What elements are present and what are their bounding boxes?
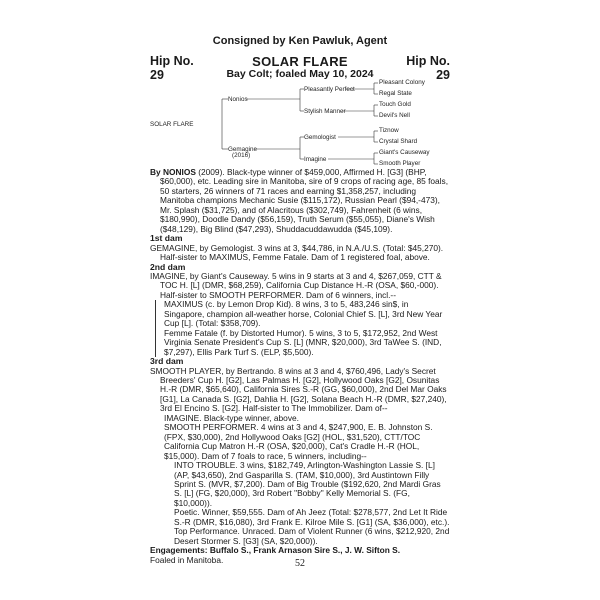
second-dam-produce — [155, 300, 450, 357]
first-dam-text: GEMAGINE, by Gemologist. 3 wins at 3, $44,786, in N.A./U.S. (Total: $45,270). Half-sister to MAXIMUS, Femme Fatale. Dam of 1 registered foal, above. — [150, 242, 444, 263]
third-dam-top-performance: Top Performance. Unraced. Dam of Violent Runner (6 wins, $212,920, 2nd Desert Stormer S. [G3] (SA, $20,000)). — [174, 526, 450, 546]
third-dam-heading: 3rd dam — [150, 356, 184, 367]
hip-label: Hip No. — [406, 54, 450, 68]
produce-maximus: MAXIMUS (c. by Lemon Drop Kid). 8 wins, 3 to 5, 483,246 sin$, in Singapore, champion all-weather horse, Colonial Chief S. [L], 3rd New Year Cup [L]. (Total: $358,709). — [164, 299, 443, 329]
foaled-line: Foaled in Manitoba. — [150, 554, 224, 565]
pedigree-ggp-7: Giant's Causeway — [379, 149, 430, 156]
second-dam-imagine: IMAGINE, by Giant's Causeway. 5 wins in 9 starts at 3 and 4, $267,059, CTT & TOC H. [L] (DMR, $68,259), California Cup Distance H.-R (OSA, $60,-000). Half-sister to SMOOTH PERFORMER. Dam of 6 winners, incl.-- — [150, 270, 442, 300]
page-number: 52 — [295, 558, 305, 569]
second-dam-heading: 2nd dam — [150, 261, 186, 272]
pedigree-ggp-6: Crystal Shard — [379, 138, 418, 145]
pedigree-chart — [0, 0, 600, 170]
horse-description: Bay Colt; foaled May 10, 2024 — [226, 68, 374, 80]
third-dam-poetic: Poetic. Winner, $59,555. Dam of Ah Jeez (Total: $278,577, 2nd Let It Ride S.-R (DMR, $16,080), 3rd Frank E. Kilroe Mile S. [G1] (SA, $36,000), etc.). — [174, 507, 450, 527]
pedigree-ggp-4: Devil's Nell — [379, 112, 410, 119]
third-dam-smooth-player: SMOOTH PLAYER, by Bertrando. 8 wins at 3 and 4, $760,496, Lady's Secret Breeders' Cup H. [G2], Las Palmas H. [G2], Hollywood Oaks [G2], Osunitas H.-R (DMR, $65,640), California Sires S.-R (GG, $60,000), 2nd Del Mar Oaks [G1], La Canada S. [G2], Dahlia H. [G2], Solana Beach H.-R (DMR, $27,240), 3rd El Encino S. [G2]. Half-sister to The Immobilizer. Dam of-- — [150, 365, 447, 414]
consignor-line: Consigned by Ken Pawluk, Agent — [212, 35, 388, 47]
pedigree-sire: Nonios — [228, 96, 248, 103]
first-dam-heading: 1st dam — [150, 233, 183, 244]
pedigree-dam-sire: Gemologist — [304, 134, 336, 141]
sire-lead: By NONIOS — [150, 167, 196, 177]
pedigree-subject: SOLAR FLARE — [150, 121, 194, 128]
sire-text: (2009). Black-type winner of $459,000, Affirmed H. [G3] (BHP, $60,000), etc. Leading sire in Manitoba, sire of 9 crops of racing age, 85 foals, 50 starters, 26 winners of 71 races and earning $1,358,257, including Manitoba champions Mechanic Susie ($115,172), Russian Pearl ($94,-473), Mr. Splash ($31,725), and of Alacritous ($302,749), Fahrenheit (6 wins, $180,990), Doodle Dandy ($56,159), Truth Serum ($55,055), Diane's Wish ($48,129), Big Blind ($47,293), Shuddacuddawudda ($45,109). — [160, 167, 449, 234]
third-dam-smooth-performer: SMOOTH PERFORMER. 4 wins at 3 and 4, $247,900, E. B. Johnston S. (FPX, $30,000), 2nd Hollywood Oaks [G2] (HOL, $31,520), CTT/TOC California Cup Matron H.-R (OSA, $20,000), Cat's Cradle H.-R (HOL, $15,000). Dam of 7 foals to race, 5 winners, including-- — [164, 422, 433, 461]
third-dam-into-trouble: INTO TROUBLE. 3 wins, $182,749, Arlington-Washington Lassie S. [L] (AP, $43,650), 2nd Gasparilla S. (TAM, $10,000), 3rd Austintown Filly Sprint S. (MVR, $7,200). Dam of Big Trouble ($192,620, 2nd Mardi Gras S. [L] (FG, $20,000), 3rd Robert "Bobby" Kelly Memorial S. (FG, $10,000)). — [174, 460, 441, 508]
hip-number: 29 — [150, 68, 164, 82]
pedigree-ggp-3: Touch Gold — [379, 101, 411, 108]
pedigree-dam-dam: Imagine — [304, 156, 327, 163]
pedigree-dam: Gemagine — [228, 146, 258, 153]
pedigree-ggp-1: Pleasant Colony — [379, 79, 425, 86]
sire-paragraph — [150, 168, 450, 234]
pedigree-ggp-8: Smooth Player — [379, 160, 421, 167]
hip-number: 29 — [436, 68, 450, 82]
engagements-label: Engagements: — [150, 545, 208, 556]
pedigree-sire-dam: Stylish Manner — [304, 108, 346, 115]
pedigree-ggp-2: Regal State — [379, 90, 412, 97]
produce-femme-fatale: Femme Fatale (f. by Distorted Humor). 5 wins, 3 to 5, $172,952, 2nd West Virginia Senate President's Cup S. [L] (MNR, $20,000), 3rd TaWee S. (IND, $7,297), Ellis Park Turf S. (ELP, $5,500). — [164, 327, 442, 357]
hip-label: Hip No. — [150, 54, 194, 68]
third-dam-imagine: IMAGINE. Black-type winner, above. — [164, 412, 299, 423]
engagements-text: Buffalo S., Frank Arnason Sire S., J. W. Sifton S. — [207, 545, 401, 556]
horse-name: SOLAR FLARE — [252, 54, 348, 69]
catalog-body — [150, 168, 450, 565]
pedigree-ggp-5: Tiznow — [379, 127, 399, 134]
pedigree-sire-sire: Pleasantly Perfect — [304, 86, 355, 93]
pedigree-dam-year: (2016) — [232, 152, 251, 159]
